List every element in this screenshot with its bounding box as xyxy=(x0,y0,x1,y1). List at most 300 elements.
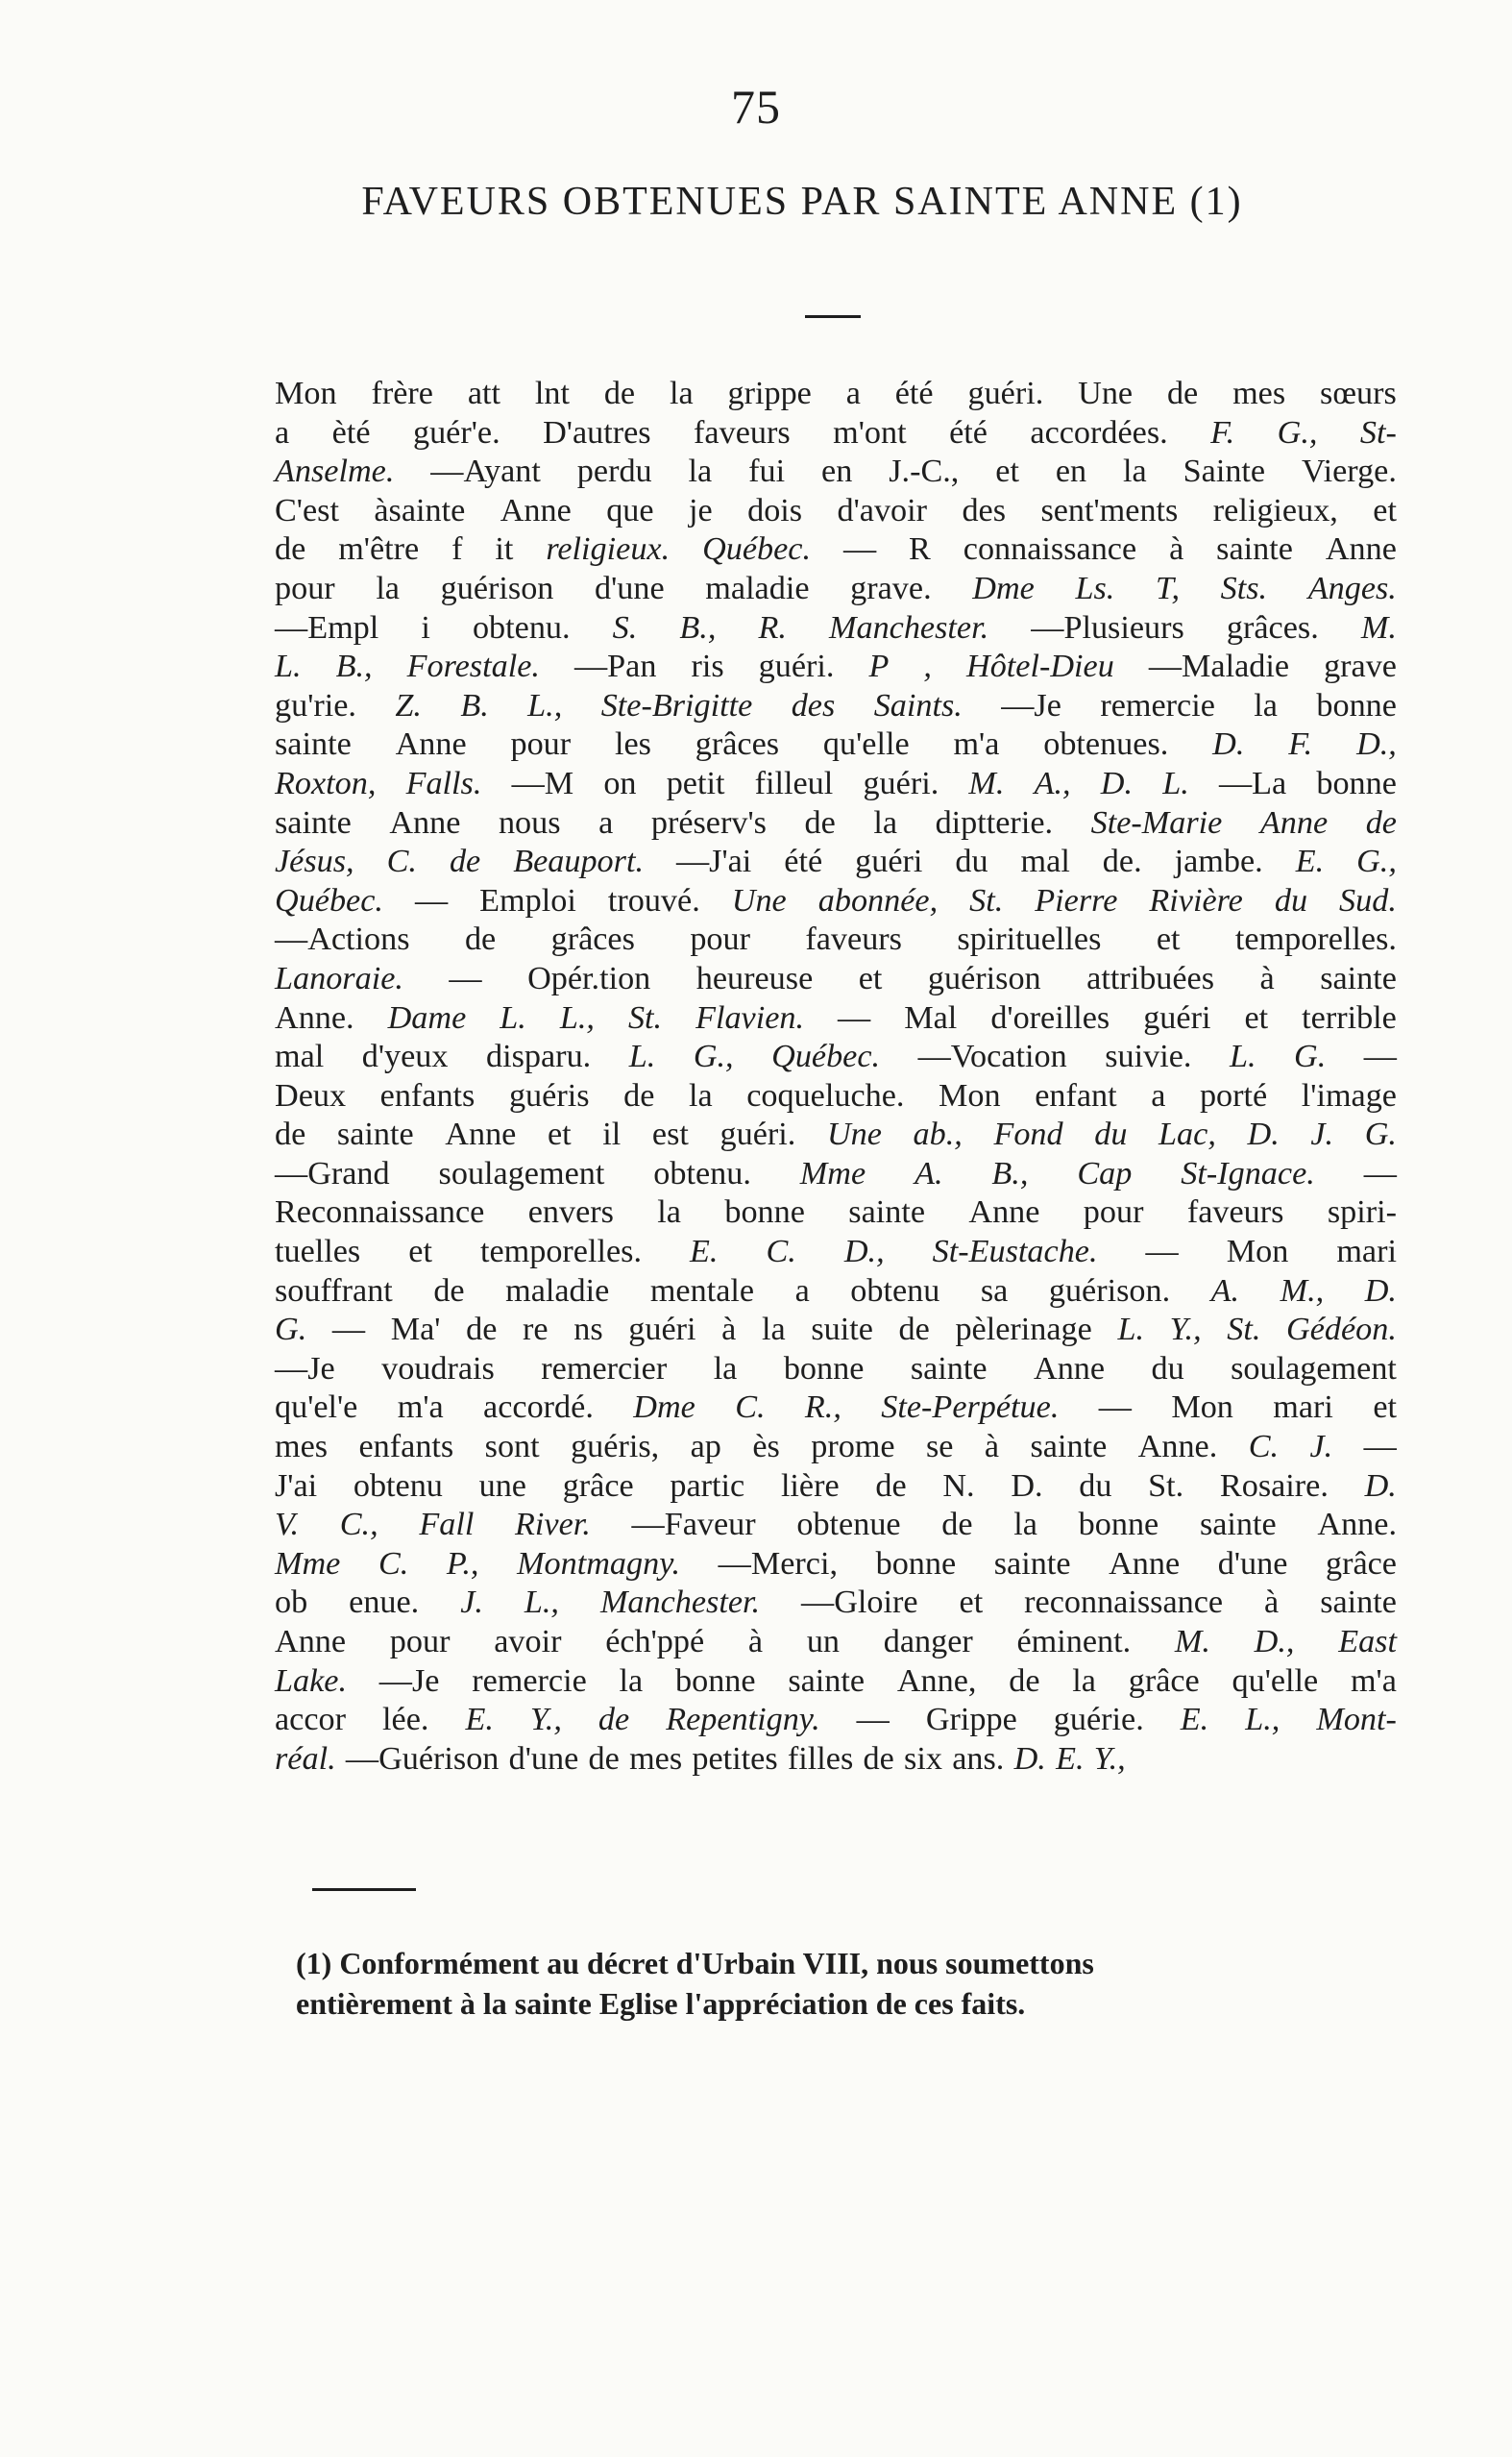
word: G., xyxy=(1277,414,1318,451)
word: religieux, xyxy=(1212,492,1338,528)
word: B., xyxy=(335,649,373,685)
word: —Ayant xyxy=(430,454,541,490)
word: L., xyxy=(559,999,595,1036)
word: Beauport. xyxy=(513,844,644,880)
word: bonne xyxy=(875,1545,957,1582)
text-line xyxy=(275,375,1397,414)
text-line xyxy=(275,921,1397,960)
word: pour xyxy=(1083,1194,1144,1231)
word: été xyxy=(949,414,988,451)
word: on xyxy=(603,765,637,801)
word: L. xyxy=(500,999,526,1036)
word: enue. xyxy=(349,1585,420,1621)
word: Saints. xyxy=(873,687,963,724)
word: faveurs xyxy=(1186,1194,1284,1231)
word: guéris, xyxy=(571,1429,660,1465)
text-line xyxy=(275,1740,1397,1780)
word: —Guérison xyxy=(345,1740,500,1777)
word: Fall xyxy=(419,1507,475,1543)
word: attribuées xyxy=(1086,960,1215,996)
word: L., xyxy=(524,1585,559,1621)
word: D., xyxy=(843,1234,885,1270)
word: Ste-Marie xyxy=(1090,804,1223,841)
word: Manchester. xyxy=(829,609,989,646)
word: L. xyxy=(1229,1039,1256,1075)
word: River. xyxy=(515,1507,591,1543)
word: de xyxy=(1365,804,1397,841)
word: sainte xyxy=(910,1350,988,1387)
word: sainte xyxy=(848,1194,926,1231)
word: Opér.tion xyxy=(527,960,651,996)
word: Anne xyxy=(445,1117,517,1153)
word: Jésus, xyxy=(275,844,354,880)
text-line xyxy=(275,609,1397,649)
word: sainte xyxy=(1216,531,1293,568)
word: J. xyxy=(1309,1429,1333,1465)
word: de xyxy=(941,1507,973,1543)
word: de xyxy=(1009,1662,1040,1699)
word: D. xyxy=(1013,1740,1046,1777)
word: de xyxy=(588,1740,620,1777)
text-line xyxy=(275,1506,1397,1545)
word: Lake. xyxy=(275,1662,348,1699)
word: des xyxy=(962,492,1007,528)
word: obtenu xyxy=(353,1467,443,1504)
word: Rosaire. xyxy=(1219,1467,1329,1504)
word: la xyxy=(688,454,713,490)
page-number: 75 xyxy=(731,80,781,134)
word: Mme xyxy=(275,1545,341,1582)
word: pour xyxy=(389,1624,451,1659)
text-line xyxy=(275,843,1397,882)
word: C. xyxy=(1248,1429,1280,1465)
word: la xyxy=(688,1077,713,1114)
word: it xyxy=(495,531,514,568)
word: est xyxy=(651,1117,689,1153)
word: G. xyxy=(1294,1039,1327,1075)
word: Anne. xyxy=(275,999,354,1036)
text-line xyxy=(275,1233,1397,1272)
word: abonnée, xyxy=(817,882,939,919)
word: P., xyxy=(446,1545,479,1582)
word: A. xyxy=(915,1155,943,1192)
word: bonne xyxy=(1078,1507,1159,1543)
word: J.-C., xyxy=(889,454,960,490)
word: Une xyxy=(1078,376,1134,411)
word: Québec. xyxy=(771,1039,881,1075)
word: —Maladie xyxy=(1148,649,1290,685)
word: en xyxy=(821,454,853,490)
word: sa xyxy=(980,1272,1009,1309)
word: danger xyxy=(883,1624,973,1659)
word: mes xyxy=(275,1429,329,1465)
word: E. xyxy=(1056,1740,1085,1777)
word: F. xyxy=(1288,726,1313,763)
word: E. xyxy=(1295,844,1325,880)
word: — xyxy=(331,1312,366,1348)
word: Fond xyxy=(993,1117,1063,1153)
text-line xyxy=(275,1193,1397,1233)
word: mal xyxy=(1020,844,1070,880)
word: temporelles. xyxy=(479,1234,643,1270)
word: — xyxy=(1363,1155,1397,1192)
word: obtenu. xyxy=(472,609,571,646)
word: pour xyxy=(510,726,572,763)
word: D. xyxy=(1364,1467,1397,1504)
word: gu'rie. xyxy=(275,687,356,724)
word: Sud. xyxy=(1339,882,1397,919)
word: Anne xyxy=(1259,804,1329,841)
word: en xyxy=(1055,454,1087,490)
word: une xyxy=(478,1467,526,1504)
word: Québec. xyxy=(275,882,383,919)
word: dois xyxy=(747,492,803,528)
word: C'est xyxy=(275,492,339,528)
word: —Empl xyxy=(275,609,379,646)
word: Y., xyxy=(529,1702,562,1738)
word: grâce xyxy=(1128,1662,1200,1699)
word: qu'elle xyxy=(822,726,910,763)
word: Ste-Brigitte xyxy=(600,687,753,724)
word: qu'elle xyxy=(1232,1662,1319,1699)
word: la xyxy=(873,804,898,841)
word: d'une xyxy=(508,1740,579,1777)
word: l'image xyxy=(1301,1077,1397,1114)
word: St- xyxy=(1359,414,1397,451)
word: a xyxy=(1151,1077,1166,1114)
word: de xyxy=(449,844,481,880)
text-line xyxy=(275,1701,1397,1740)
footnote-divider xyxy=(312,1888,416,1891)
word: Repentigny. xyxy=(666,1702,820,1738)
title-divider xyxy=(805,315,861,318)
word: —Je xyxy=(378,1662,440,1699)
word: grâces. xyxy=(1226,609,1319,646)
word: A., xyxy=(1034,765,1071,801)
footnote xyxy=(296,1943,1401,2024)
text-line xyxy=(275,453,1397,492)
text-line xyxy=(275,414,1397,454)
text-line xyxy=(275,1467,1397,1507)
word: Roxton, xyxy=(275,765,377,801)
word: B. xyxy=(460,687,489,724)
word: a xyxy=(794,1272,810,1309)
word: — xyxy=(414,882,449,919)
text-line xyxy=(275,1545,1397,1585)
text-line xyxy=(275,765,1397,804)
word: Mal xyxy=(904,999,958,1036)
word: St. xyxy=(1227,1312,1261,1348)
word: maladie xyxy=(705,570,810,606)
word: filles xyxy=(787,1740,854,1777)
word: C. xyxy=(378,1545,409,1582)
word: m'ont xyxy=(833,414,907,451)
word: —Je xyxy=(275,1350,335,1387)
word: Anne xyxy=(1325,531,1397,568)
word: bonne xyxy=(1316,687,1397,724)
word: pour xyxy=(690,921,750,958)
word: lière xyxy=(780,1467,840,1504)
word: f xyxy=(451,531,463,568)
text-line xyxy=(275,1311,1397,1350)
word: Anne xyxy=(1034,1350,1106,1387)
footnote-line-2: entièrement à la sainte Eglise l'appréciation de ces faits. xyxy=(296,1986,1026,2021)
word: temporelles. xyxy=(1234,921,1397,958)
word: sainte xyxy=(993,1545,1071,1582)
text-line xyxy=(275,960,1397,999)
word: —Faveur xyxy=(631,1507,756,1543)
word: Sts. xyxy=(1220,570,1268,606)
word: suivie. xyxy=(1105,1039,1192,1075)
word: voudrais xyxy=(381,1350,495,1387)
word: L. xyxy=(1117,1312,1145,1348)
word: G., xyxy=(693,1039,734,1075)
word: remercie xyxy=(472,1662,587,1699)
word: à xyxy=(1264,1585,1280,1621)
word: Ste-Perpétue. xyxy=(881,1389,1060,1426)
word: de xyxy=(863,1740,894,1777)
word: guéris xyxy=(508,1077,590,1114)
word: St. xyxy=(969,882,1004,919)
word: de xyxy=(275,1117,306,1153)
word: D. xyxy=(1011,1467,1043,1504)
word: du xyxy=(1274,882,1308,919)
word: à xyxy=(747,1624,764,1659)
word: sainte xyxy=(788,1662,866,1699)
word: L., xyxy=(1245,1702,1280,1738)
text-line xyxy=(275,1428,1397,1467)
word: Manchester. xyxy=(599,1585,761,1621)
word: été xyxy=(784,844,823,880)
word: soulagement xyxy=(1231,1350,1397,1387)
word: je xyxy=(689,492,713,528)
word: guéri xyxy=(855,844,923,880)
word: d'oreilles xyxy=(990,999,1110,1036)
word: souffrant xyxy=(275,1272,393,1309)
word: guéri. xyxy=(967,376,1044,411)
word: Mon xyxy=(939,1077,1001,1114)
word: de. xyxy=(1102,844,1142,880)
word: guéri xyxy=(1143,999,1211,1036)
word: de xyxy=(875,1467,907,1504)
word: E. xyxy=(690,1234,719,1270)
word: —Pan xyxy=(573,649,657,685)
word: —Gloire xyxy=(801,1585,918,1621)
word: sainte xyxy=(275,804,352,841)
word: et xyxy=(1244,999,1269,1036)
word: sœurs xyxy=(1320,376,1397,411)
word: Lanoraie. xyxy=(275,960,403,996)
word: M., xyxy=(1280,1272,1325,1309)
word: avoir xyxy=(494,1624,562,1659)
word: D. xyxy=(1247,1117,1280,1153)
word: la xyxy=(1072,1662,1096,1699)
word: Forestale. xyxy=(406,649,540,685)
word: mentale xyxy=(649,1272,755,1309)
word: Mon xyxy=(1171,1389,1233,1426)
word: disparu. xyxy=(486,1039,592,1075)
word: coqueluche. xyxy=(746,1077,905,1114)
word: mari xyxy=(1273,1389,1333,1426)
word: —Plusieurs xyxy=(1031,609,1184,646)
word: et xyxy=(1156,921,1181,958)
word: du xyxy=(955,844,988,880)
word: Anselme. xyxy=(275,454,395,490)
word: soulagement xyxy=(438,1155,605,1192)
word: m'a xyxy=(953,726,1000,763)
word: que xyxy=(606,492,654,528)
text-line xyxy=(275,1155,1397,1194)
footnote-line-1: (1) Conformément au décret d'Urbain VIII, nous soumettons xyxy=(296,1946,1094,1980)
word: D'autres xyxy=(543,414,651,451)
text-line xyxy=(275,1077,1397,1117)
word: T, xyxy=(1155,570,1181,606)
word: heureuse xyxy=(695,960,814,996)
word: Mon xyxy=(275,376,337,411)
word: obtenu xyxy=(850,1272,940,1309)
word: de xyxy=(1166,376,1199,411)
word: C., xyxy=(339,1507,378,1543)
word: la xyxy=(1254,687,1278,724)
word: —Actions xyxy=(275,921,410,958)
word: Y., xyxy=(1093,1740,1126,1777)
word: i xyxy=(421,609,430,646)
testimonials-text xyxy=(275,375,1397,1779)
word: mari xyxy=(1336,1234,1397,1270)
word: Pierre xyxy=(1035,882,1118,919)
word: qu'el'e xyxy=(275,1389,358,1426)
word: —Je xyxy=(1001,687,1061,724)
word: Vierge. xyxy=(1302,454,1397,490)
word: Mont- xyxy=(1316,1702,1397,1738)
word: de xyxy=(275,531,306,568)
text-line xyxy=(275,648,1397,687)
word: trouvé. xyxy=(607,882,700,919)
word: lée. xyxy=(382,1702,429,1738)
word: d'une xyxy=(595,570,665,606)
word: Anne. xyxy=(1137,1429,1218,1465)
word: East xyxy=(1338,1624,1397,1659)
word: lnt xyxy=(534,376,570,411)
word: et xyxy=(959,1585,984,1621)
word: Ls. xyxy=(1075,570,1115,606)
word: — xyxy=(1363,1429,1397,1465)
word: partic xyxy=(670,1467,745,1504)
word: E. xyxy=(465,1702,494,1738)
word: spiri- xyxy=(1327,1194,1397,1231)
word: à xyxy=(721,1312,737,1348)
word: grave xyxy=(1324,649,1397,685)
text-line xyxy=(275,1038,1397,1077)
word: petites xyxy=(692,1740,778,1777)
word: de xyxy=(464,921,497,958)
word: —La xyxy=(1218,765,1287,801)
word: filleul xyxy=(754,765,834,801)
word: sainte xyxy=(1320,960,1397,996)
word: fui xyxy=(748,454,786,490)
word: perdu xyxy=(576,454,652,490)
text-line xyxy=(275,570,1397,609)
word: et xyxy=(995,454,1019,490)
word: èté xyxy=(331,414,371,451)
word: de xyxy=(623,1077,655,1114)
word: remercier xyxy=(541,1350,668,1387)
word: d'yeux xyxy=(361,1039,449,1075)
word: D. xyxy=(1212,726,1245,763)
word: Québec. xyxy=(702,531,812,568)
text-line xyxy=(275,492,1397,531)
word: sainte xyxy=(275,726,352,763)
word: Anne xyxy=(389,804,461,841)
word: et xyxy=(408,1234,432,1270)
word: St-Ignace. xyxy=(1181,1155,1315,1192)
word: et xyxy=(1373,492,1397,528)
word: R. xyxy=(758,609,787,646)
word: du xyxy=(1094,1117,1128,1153)
word: —J'ai xyxy=(675,844,752,880)
word: guéri. xyxy=(758,649,835,685)
text-line xyxy=(275,882,1397,921)
word: Flavien. xyxy=(695,999,805,1036)
word: de xyxy=(898,1312,930,1348)
word: et xyxy=(547,1117,572,1153)
word: faveurs xyxy=(694,414,791,451)
word: N. xyxy=(942,1467,975,1504)
word: ès xyxy=(752,1429,780,1465)
word: ans. xyxy=(952,1740,1005,1777)
word: porté xyxy=(1199,1077,1268,1114)
word: bonne xyxy=(783,1350,865,1387)
word: des xyxy=(791,687,836,724)
word: et xyxy=(858,960,883,996)
word: M. xyxy=(968,765,1005,801)
word: mes xyxy=(1232,376,1286,411)
word: ris xyxy=(691,649,724,685)
word: terrible xyxy=(1302,999,1397,1036)
word: P xyxy=(868,649,890,685)
word: éminent. xyxy=(1016,1624,1132,1659)
word: mal xyxy=(275,1039,325,1075)
word: St. xyxy=(1148,1467,1184,1504)
word: D., xyxy=(1254,1624,1295,1659)
word: Lac, xyxy=(1158,1117,1216,1153)
word: diptterie. xyxy=(935,804,1054,841)
word: la xyxy=(376,570,400,606)
word: Falls. xyxy=(405,765,482,801)
word: D. xyxy=(1364,1272,1397,1309)
word: six xyxy=(904,1740,942,1777)
word: E. xyxy=(1180,1702,1209,1738)
word: sainte xyxy=(1320,1585,1397,1621)
word: sont xyxy=(484,1429,540,1465)
word: B., xyxy=(679,609,717,646)
text-line xyxy=(275,1623,1397,1662)
text-line xyxy=(275,1662,1397,1702)
word: spirituelles xyxy=(957,921,1102,958)
word: jambe. xyxy=(1174,844,1263,880)
word: J. xyxy=(460,1585,483,1621)
word: —Vocation xyxy=(917,1039,1067,1075)
word: suite xyxy=(811,1312,873,1348)
word: — xyxy=(838,999,871,1036)
word: Reconnaissance xyxy=(275,1194,485,1231)
word: guéri. xyxy=(863,765,939,801)
word: Une xyxy=(826,1117,882,1153)
text-line xyxy=(275,687,1397,726)
word: Mon xyxy=(1226,1234,1289,1270)
word: prome xyxy=(811,1429,895,1465)
word: m'a xyxy=(397,1389,444,1426)
